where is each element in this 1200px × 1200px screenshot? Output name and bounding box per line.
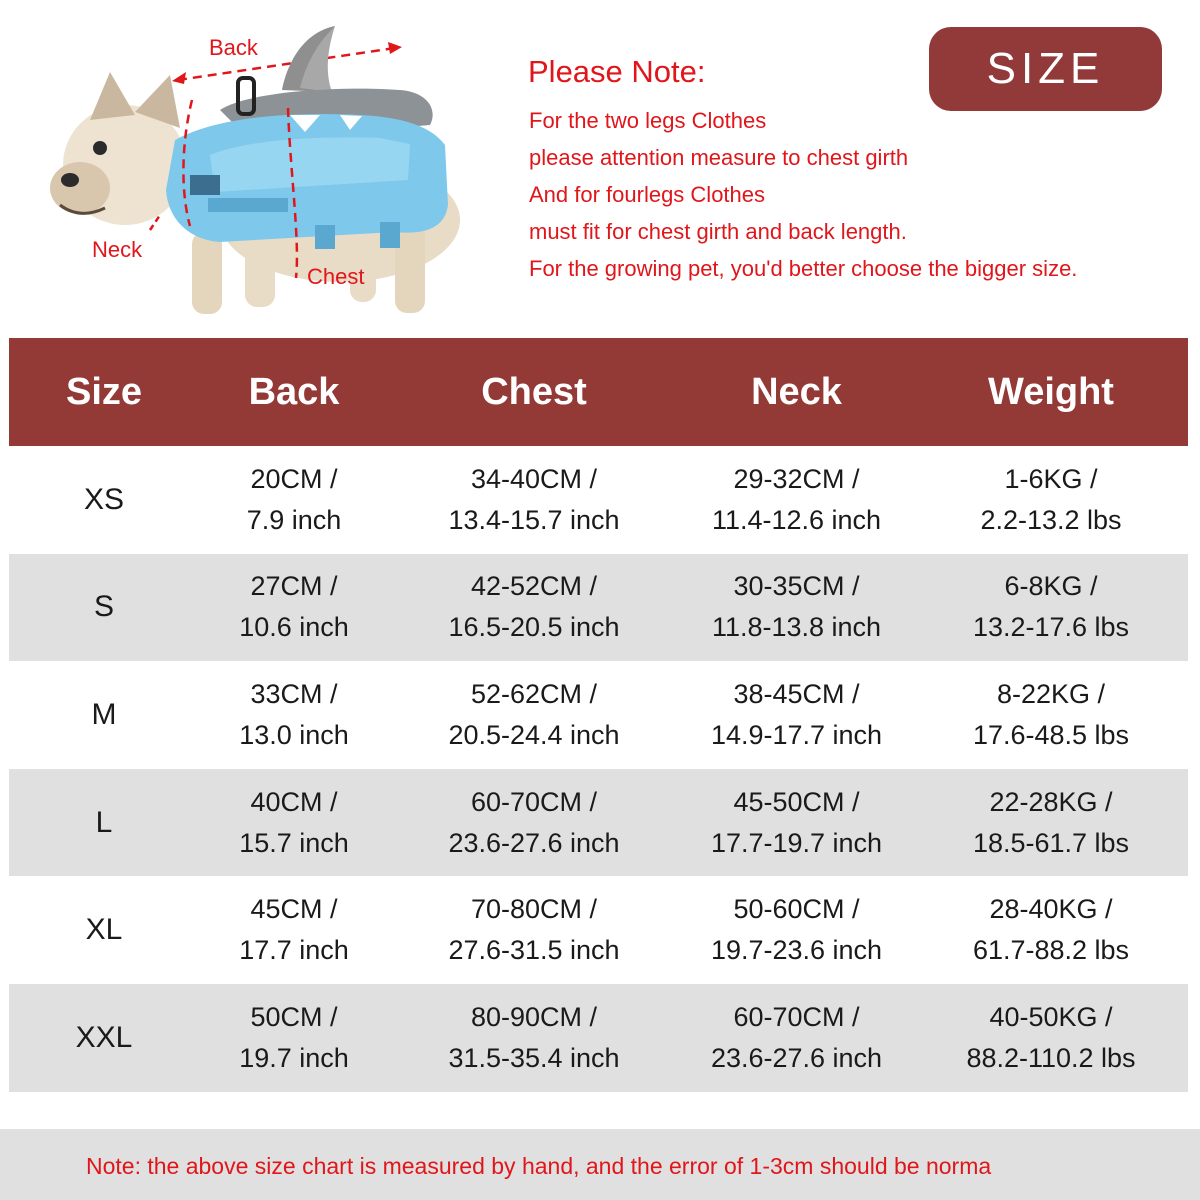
weight-cell bbox=[914, 782, 1188, 864]
table-row bbox=[9, 661, 1188, 769]
header-chest: Chest bbox=[481, 370, 587, 413]
back-inch: 7.9 inch bbox=[246, 504, 342, 535]
table-header bbox=[9, 338, 1188, 446]
weight-cell bbox=[914, 889, 1188, 971]
size-cell: XXL bbox=[75, 1020, 133, 1054]
header-size: Size bbox=[65, 370, 143, 413]
chest-cm: 42-52CM / bbox=[470, 571, 598, 602]
weight-lbs: 88.2-110.2 lbs bbox=[966, 1042, 1136, 1073]
back-cell bbox=[199, 997, 389, 1079]
table-row bbox=[9, 769, 1188, 877]
chest-inch: 16.5-20.5 inch bbox=[448, 612, 620, 643]
weight-cell bbox=[914, 459, 1188, 541]
neck-cm: 45-50CM / bbox=[733, 786, 860, 817]
neck-measure-label: Neck bbox=[92, 237, 143, 262]
chest-cm: 80-90CM / bbox=[470, 1001, 598, 1032]
back-inch: 13.0 inch bbox=[239, 719, 349, 750]
weight-lbs: 61.7-88.2 lbs bbox=[972, 935, 1130, 966]
weight-cell bbox=[914, 997, 1188, 1079]
weight-lbs: 13.2-17.6 lbs bbox=[972, 612, 1130, 643]
neck-cell bbox=[679, 566, 914, 648]
chest-inch: 31.5-35.4 inch bbox=[448, 1042, 620, 1073]
table-row bbox=[9, 446, 1188, 554]
chest-cm: 52-62CM / bbox=[470, 678, 598, 709]
neck-cell bbox=[679, 889, 914, 971]
chest-cell bbox=[389, 782, 679, 864]
header-back: Back bbox=[248, 370, 340, 413]
table-row bbox=[9, 554, 1188, 662]
back-inch: 17.7 inch bbox=[239, 935, 349, 966]
neck-inch: 14.9-17.7 inch bbox=[710, 719, 883, 750]
back-inch: 19.7 inch bbox=[239, 1042, 349, 1073]
neck-cm: 60-70CM / bbox=[733, 1001, 860, 1032]
neck-cm: 38-45CM / bbox=[733, 678, 860, 709]
back-cell bbox=[199, 459, 389, 541]
back-measure-label: Back bbox=[209, 35, 258, 60]
neck-inch: 19.7-23.6 inch bbox=[710, 935, 883, 966]
chest-inch: 13.4-15.7 inch bbox=[448, 504, 620, 535]
back-cm: 45CM / bbox=[250, 894, 338, 925]
footer-note: Note: the above size chart is measured by hand, and the error of 1-3cm should be norma bbox=[86, 1153, 992, 1179]
neck-cm: 50-60CM / bbox=[733, 894, 860, 925]
neck-inch: 17.7-19.7 inch bbox=[710, 827, 883, 858]
note-line: And for fourlegs Clothes bbox=[529, 182, 766, 207]
neck-cell bbox=[679, 459, 914, 541]
weight-cell bbox=[914, 674, 1188, 756]
back-cell bbox=[199, 566, 389, 648]
weight-kg: 1-6KG / bbox=[1004, 463, 1098, 494]
chest-cm: 70-80CM / bbox=[470, 894, 598, 925]
size-cell: XS bbox=[83, 482, 125, 516]
header-weight: Weight bbox=[988, 370, 1114, 413]
note-line: For the two legs Clothes bbox=[529, 108, 767, 133]
back-cm: 40CM / bbox=[250, 786, 338, 817]
header-neck: Neck bbox=[751, 370, 842, 413]
neck-inch: 23.6-27.6 inch bbox=[710, 1042, 883, 1073]
dog-illustration bbox=[50, 20, 470, 330]
size-cell: XL bbox=[85, 913, 123, 947]
weight-cell bbox=[914, 566, 1188, 648]
weight-lbs: 2.2-13.2 lbs bbox=[980, 504, 1122, 535]
weight-kg: 28-40KG / bbox=[989, 894, 1113, 925]
back-cm: 50CM / bbox=[250, 1001, 338, 1032]
neck-inch: 11.4-12.6 inch bbox=[711, 504, 882, 535]
note-line: please attention measure to chest girth bbox=[529, 145, 909, 170]
back-cm: 33CM / bbox=[250, 678, 338, 709]
size-cell: S bbox=[93, 590, 114, 624]
chest-cell bbox=[389, 997, 679, 1079]
back-cell bbox=[199, 889, 389, 971]
neck-cm: 29-32CM / bbox=[733, 463, 860, 494]
chest-cell bbox=[389, 459, 679, 541]
note-line: must fit for chest girth and back length. bbox=[529, 219, 907, 244]
back-inch: 15.7 inch bbox=[239, 827, 349, 858]
back-cell bbox=[199, 782, 389, 864]
chest-cm: 34-40CM / bbox=[470, 463, 598, 494]
back-cm: 20CM / bbox=[250, 463, 338, 494]
note-line: For the growing pet, you'd better choose the bigger size. bbox=[529, 256, 1078, 281]
note-title: Please Note: bbox=[528, 54, 706, 89]
weight-kg: 40-50KG / bbox=[989, 1001, 1113, 1032]
table-row bbox=[9, 984, 1188, 1092]
chest-cell bbox=[389, 674, 679, 756]
weight-kg: 22-28KG / bbox=[989, 786, 1113, 817]
chest-measure-label: Chest bbox=[307, 264, 365, 289]
back-cell bbox=[199, 674, 389, 756]
chest-cell bbox=[389, 889, 679, 971]
chest-cell bbox=[389, 566, 679, 648]
neck-cell bbox=[679, 997, 914, 1079]
neck-cm: 30-35CM / bbox=[733, 571, 860, 602]
weight-kg: 8-22KG / bbox=[996, 678, 1106, 709]
size-badge: SIZE bbox=[929, 27, 1162, 111]
table-row bbox=[9, 876, 1188, 984]
neck-cell bbox=[679, 782, 914, 864]
chest-inch: 27.6-31.5 inch bbox=[448, 935, 620, 966]
size-cell: M bbox=[91, 697, 117, 731]
note-list bbox=[529, 108, 1077, 293]
back-cm: 27CM / bbox=[250, 571, 338, 602]
size-chart-table bbox=[9, 338, 1188, 1092]
size-cell: L bbox=[95, 805, 113, 839]
neck-inch: 11.8-13.8 inch bbox=[711, 612, 882, 643]
weight-kg: 6-8KG / bbox=[1004, 571, 1098, 602]
chest-inch: 20.5-24.4 inch bbox=[448, 719, 620, 750]
chest-cm: 60-70CM / bbox=[470, 786, 598, 817]
weight-lbs: 17.6-48.5 lbs bbox=[972, 719, 1130, 750]
neck-cell bbox=[679, 674, 914, 756]
back-inch: 10.6 inch bbox=[239, 612, 349, 643]
chest-inch: 23.6-27.6 inch bbox=[448, 827, 620, 858]
footer-band bbox=[0, 1129, 1200, 1200]
weight-lbs: 18.5-61.7 lbs bbox=[972, 827, 1130, 858]
